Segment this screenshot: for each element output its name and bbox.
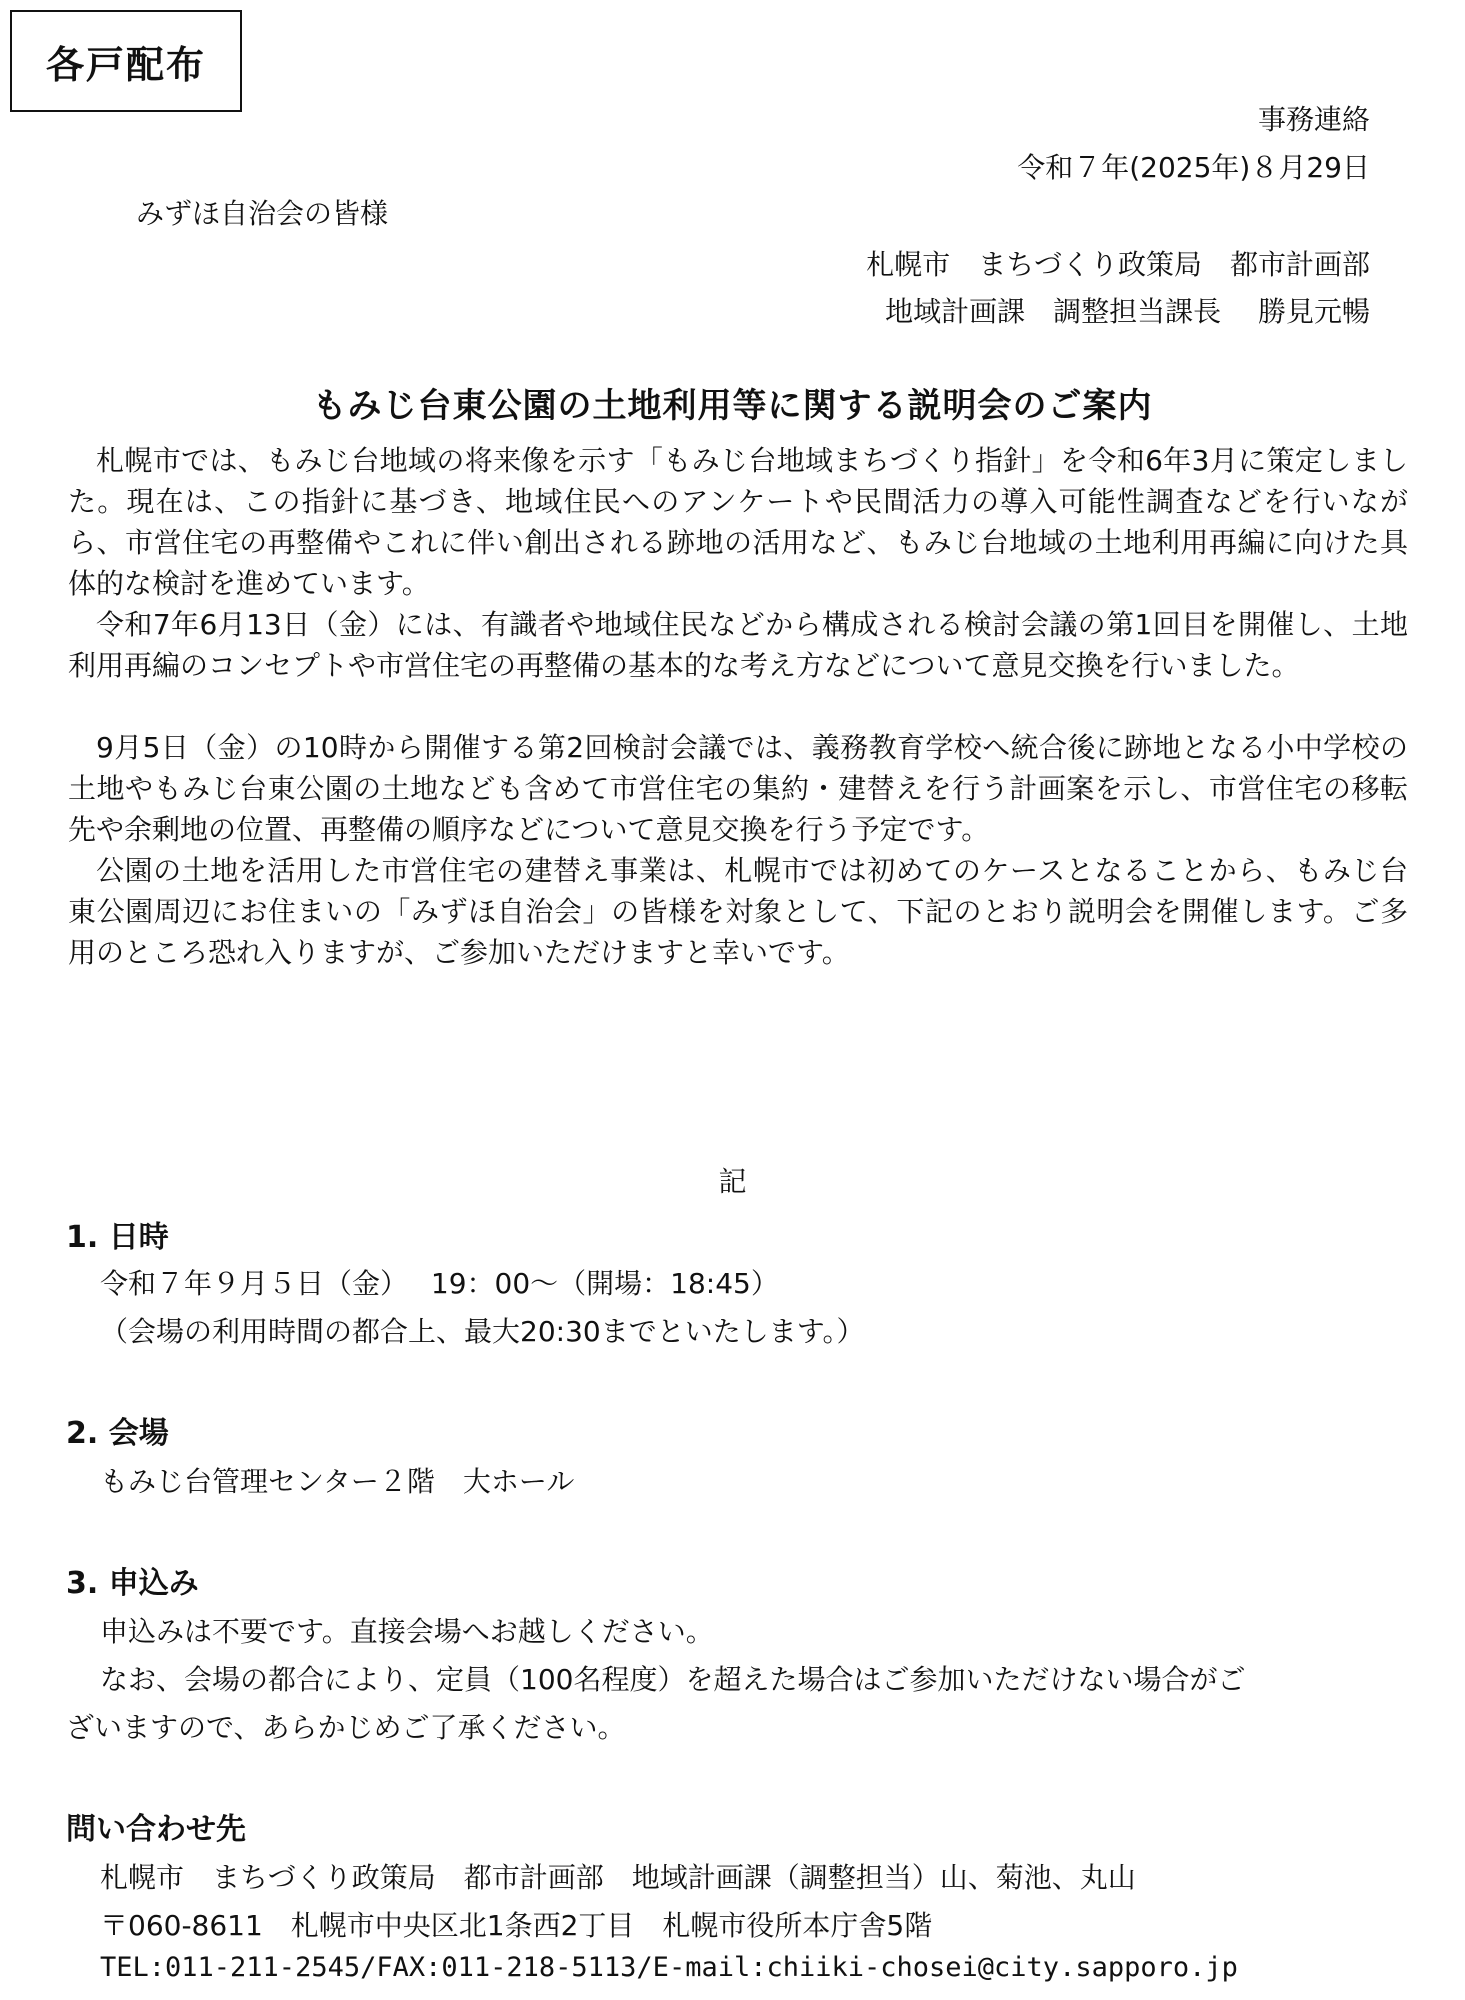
contact-department: 札幌市 まちづくり政策局 都市計画部 地域計画課（調整担当）山、菊池、丸山 bbox=[100, 1861, 1136, 1894]
datetime-note: （会場の利用時間の都合上、最大20:30までといたします。） bbox=[100, 1315, 865, 1348]
contact-address: 〒060-8611 札幌市中央区北1条西2丁目 札幌市役所本庁舎5階 bbox=[100, 1909, 933, 1942]
application-text: なお、会場の都合により、定員（100名程度）を超えた場合はご参加いただけない場合がご bbox=[100, 1663, 1246, 1696]
datetime-value: 令和７年９月５日（金） 19：00～（開場：18:45） bbox=[100, 1267, 779, 1300]
contact-phone-email: TEL:011-211-2545/FAX:011-218-5113/E-mail:chiiki-chosei@city.sapporo.jp bbox=[100, 1952, 1238, 1983]
document-date: 令和７年(2025年)８月29日 bbox=[1017, 151, 1370, 184]
contact-heading: 問い合わせ先 bbox=[66, 1812, 246, 1847]
page-title: もみじ台東公園の土地利用等に関する説明会のご案内 bbox=[312, 386, 1153, 426]
datetime-heading: 1. 日時 bbox=[66, 1220, 169, 1255]
venue-value: もみじ台管理センター２階 大ホール bbox=[100, 1465, 575, 1498]
application-heading: 3. 申込み bbox=[66, 1566, 199, 1601]
body-paragraph: 令和7年6月13日（金）には、有識者や地域住民などから構成される検討会議の第1回目を開催し、土地利用再編のコンセプトや市営住宅の再整備の基本的な考え方などについて意見交換を行いました。 bbox=[68, 608, 1408, 682]
ki-marker: 記 bbox=[718, 1165, 747, 1198]
application-text: ざいますので、あらかじめご了承ください。 bbox=[66, 1711, 626, 1744]
body-paragraph: 9月5日（金）の10時から開催する第2回検討会議では、義務教育学校へ統合後に跡地となる小中学校の土地やもみじ台東公園の土地なども含めて市営住宅の集約・建替えを行う計画案を示し、市営住宅の移転先や余剰地の位置、再整備の順序などについて意見交換を行う予定です。 bbox=[68, 731, 1408, 846]
document-type: 事務連絡 bbox=[1257, 103, 1370, 136]
addressee: みずほ自治会の皆様 bbox=[136, 197, 389, 230]
venue-heading: 2. 会場 bbox=[66, 1416, 169, 1451]
body-paragraph: 公園の土地を活用した市営住宅の建替え事業は、札幌市では初めてのケースとなることから、もみじ台東公園周辺にお住まいの「みずほ自治会」の皆様を対象として、下記のとおり説明会を開催します。ご多用のところ恐れ入りますが、ご参加いただけますと幸いです。 bbox=[68, 854, 1408, 969]
distribution-stamp: 各戸配布 bbox=[10, 10, 242, 112]
body-paragraph: 札幌市では、もみじ台地域の将来像を示す「もみじ台地域まちづくり指針」を令和6年3月に策定しました。現在は、この指針に基づき、地域住民へのアンケートや民間活力の導入可能性調査などを行いながら、市営住宅の再整備やこれに伴い創出される跡地の活用など、もみじ台地域の土地利用再編に向けた具体的な検討を進めています。 bbox=[68, 444, 1408, 600]
sender-department: 札幌市 まちづくり政策局 都市計画部 bbox=[866, 248, 1370, 281]
sender-name: 地域計画課 調整担当課長 勝見元暢 bbox=[885, 295, 1370, 328]
application-text: 申込みは不要です。直接会場へお越しください。 bbox=[100, 1615, 714, 1648]
